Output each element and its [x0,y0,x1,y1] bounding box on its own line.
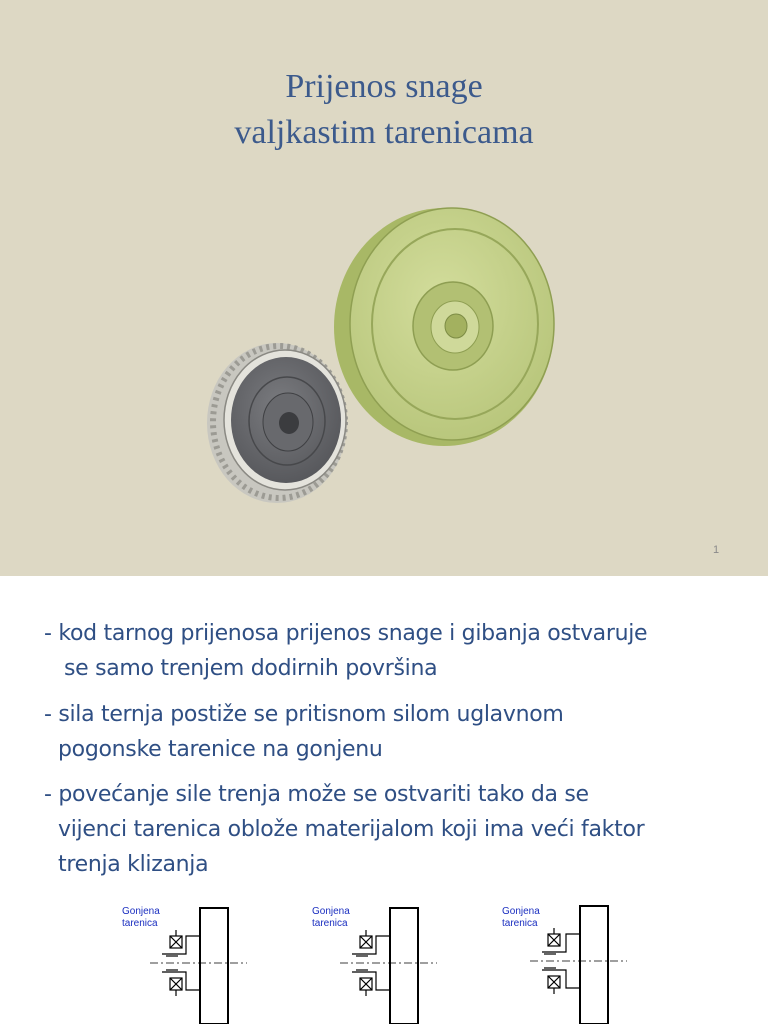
diagram-2-label [312,906,350,930]
small-wheel [207,343,347,503]
bullet-1 [44,616,647,686]
bullet-2-line-1: - sila ternja postiže se pritisnom silom uglavnom [44,702,564,727]
diagram-2-label-line-1: Gonjena [312,906,350,917]
bullet-3-line-1: - povećanje sile trenja može se ostvariti tako da se [44,782,589,807]
diagram-1-label [122,906,160,930]
bullet-2-line-2: pogonske tarenice na gonjenu [58,737,383,762]
diagram-1-label-line-2: tarenica [122,918,158,929]
page-number: 1 [713,544,720,556]
diagram-3-label-line-2: tarenica [502,918,538,929]
bullet-3 [44,777,644,882]
bullet-1-line-1: - kod tarnog prijenosa prijenos snage i gibanja ostvaruje [44,621,648,646]
bullet-3-line-3: trenja klizanja [58,852,209,877]
bullet-1-line-2: se samo trenjem dodirnih površina [64,656,438,681]
slide-title-line-1: Prijenos snage [285,68,483,105]
content-slide [0,576,768,1024]
large-wheel [334,208,554,446]
diagram-3 [502,896,642,1024]
bullet-3-line-2: vijenci tarenica oblože materijalom koji ima veći faktor [58,817,645,842]
bullet-2 [44,697,564,767]
diagram-1-label-line-1: Gonjena [122,906,160,917]
diagram-3-label-line-1: Gonjena [502,906,540,917]
diagram-2 [312,896,452,1024]
friction-wheels-illustration [195,195,575,515]
diagram-3-label [502,906,540,930]
diagram-1 [122,896,262,1024]
diagram-2-label-line-2: tarenica [312,918,348,929]
slide-title-line-2: valjkastim tarenicama [234,114,534,151]
